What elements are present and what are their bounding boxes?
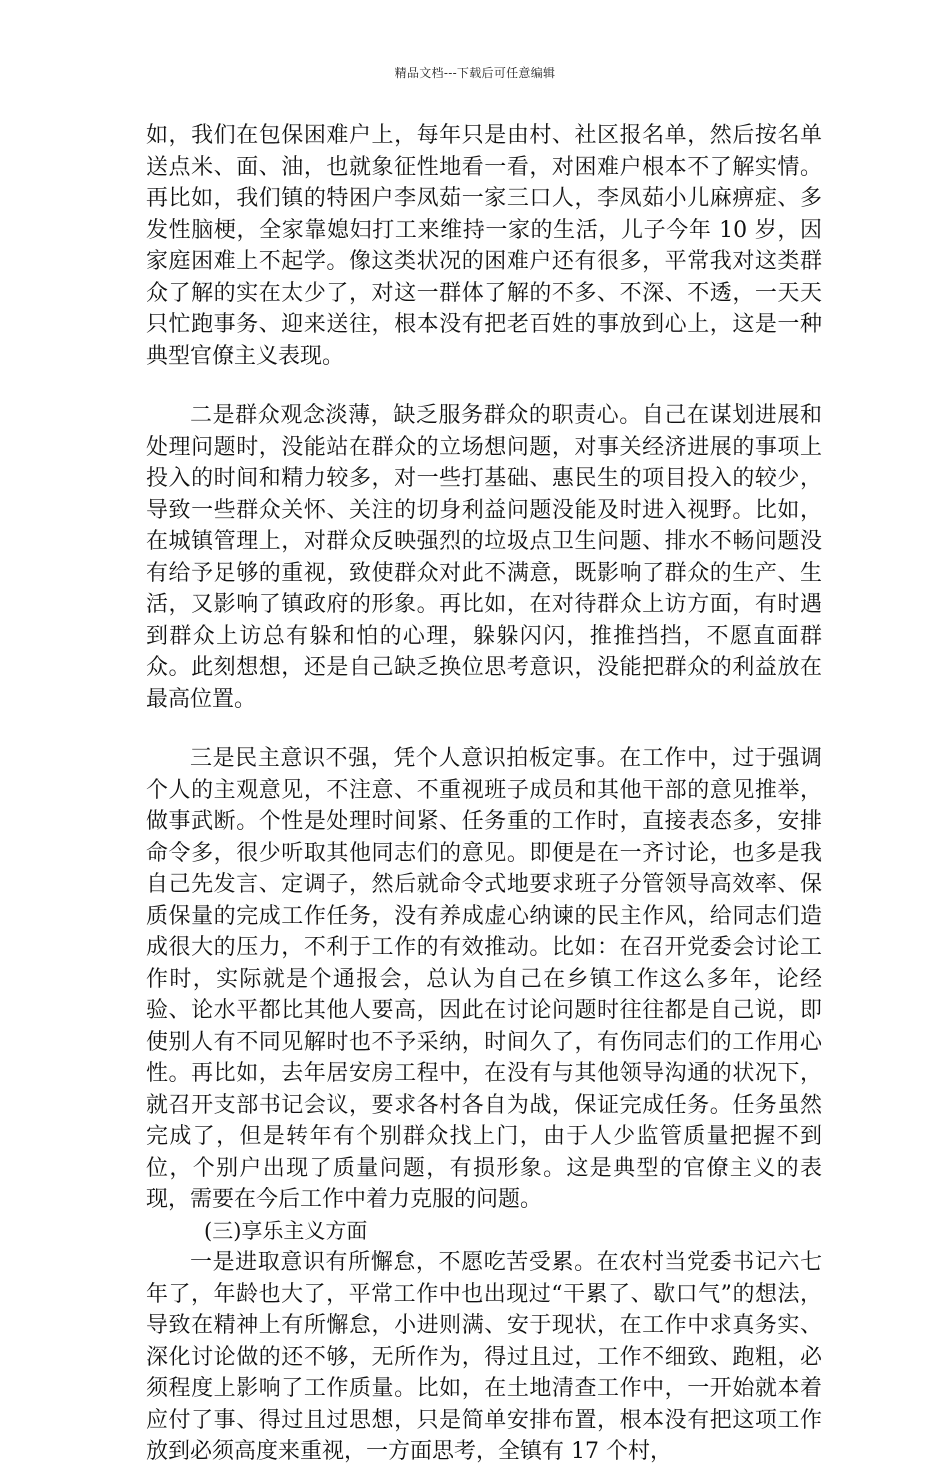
paragraph-4: 一是进取意识有所懈怠，不愿吃苦受累。在农村当党委书记六七年了，年龄也大了，平常工作中也出现过“干累了、歇口气”的想法，导致在精神上有所懈怠，小进则满、安于现状，在工作中求真务实、深化讨论做的还不够，无所作为，得过且过，工作不细致、跑粗，必须程度上影响了工作质量。比如，在土地清查工作中，一开始就本着应付了事、得过且过思想，只是简单安排布置，根本没有把这项工作放到必须高度来重视，一方面思考，全镇有 17 个村，	[146, 1250, 822, 1464]
paragraph-1: 如，我们在包保困难户上，每年只是由村、社区报名单，然后按名单送点米、面、油，也就象征性地看一看，对困难户根本不了解实情。再比如，我们镇的特困户李凤茹一家三口人，李凤茹小儿麻痹症、多发性脑梗，全家靠媳妇打工来维持一家的生活，儿子今年 10 岁，因家庭困难上不起学。像这类状况的困难户还有很多，平常我对这类群众了解的实在太少了，对这一群体了解的不多、不深、不透，一天天只忙跑事务、迎来送往，根本没有把老百姓的事放到心上，这是一种典型官僚主义表现。	[146, 123, 822, 369]
section-heading: (三)享乐主义方面	[204, 1218, 368, 1243]
document-body	[146, 120, 822, 1468]
paragraph-2: 二是群众观念淡薄，缺乏服务群众的职责心。自己在谋划进展和处理问题时，没能站在群众的立场想问题，对事关经济进展的事项上投入的时间和精力较多，对一些打基础、惠民生的项目投入的较少，导致一些群众关怀、关注的切身利益问题没能及时进入视野。比如，在城镇管理上，对群众反映强烈的垃圾点卫生问题、排水不畅问题没有给予足够的重视，致使群众对此不满意，既影响了群众的生产、生活，又影响了镇政府的形象。再比如，在对待群众上访方面，有时遇到群众上访总有躲和怕的心理，躲躲闪闪，推推挡挡，不愿直面群众。此刻想想，还是自己缺乏换位思考意识，没能把群众的利益放在最高位置。	[146, 403, 822, 712]
paragraph-3: 三是民主意识不强，凭个人意识拍板定事。在工作中，过于强调个人的主观意见，不注意、不重视班子成员和其他干部的意见推举，做事武断。个性是处理时间紧、任务重的工作时，直接表态多，安排命令多，很少听取其他同志们的意见。即便是在一齐讨论，也多是我自己先发言、定调子，然后就命令式地要求班子分管领导高效率、保质保量的完成工作任务，没有养成虚心纳谏的民主作风，给同志们造成很大的压力，不利于工作的有效推动。比如：在召开党委会讨论工作时，实际就是个通报会，总认为自己在乡镇工作这么多年，论经验、论水平都比其他人要高，因此在讨论问题时往往都是自己说，即使别人有不同见解时也不予采纳，时间久了，有伤同志们的工作用心性。再比如，去年居安房工程中，在没有与其他领导沟通的状况下，就召开支部书记会议，要求各村各自为战，保证完成任务。任务虽然完成了，但是转年有个别群众找上门，由于人少监管质量把握不到位，个别户出现了质量问题，有损形象。这是典型的官僚主义的表现，需要在今后工作中着力克服的问题。	[146, 746, 822, 1212]
page-header: 精品文档---下载后可任意编辑	[394, 66, 556, 80]
